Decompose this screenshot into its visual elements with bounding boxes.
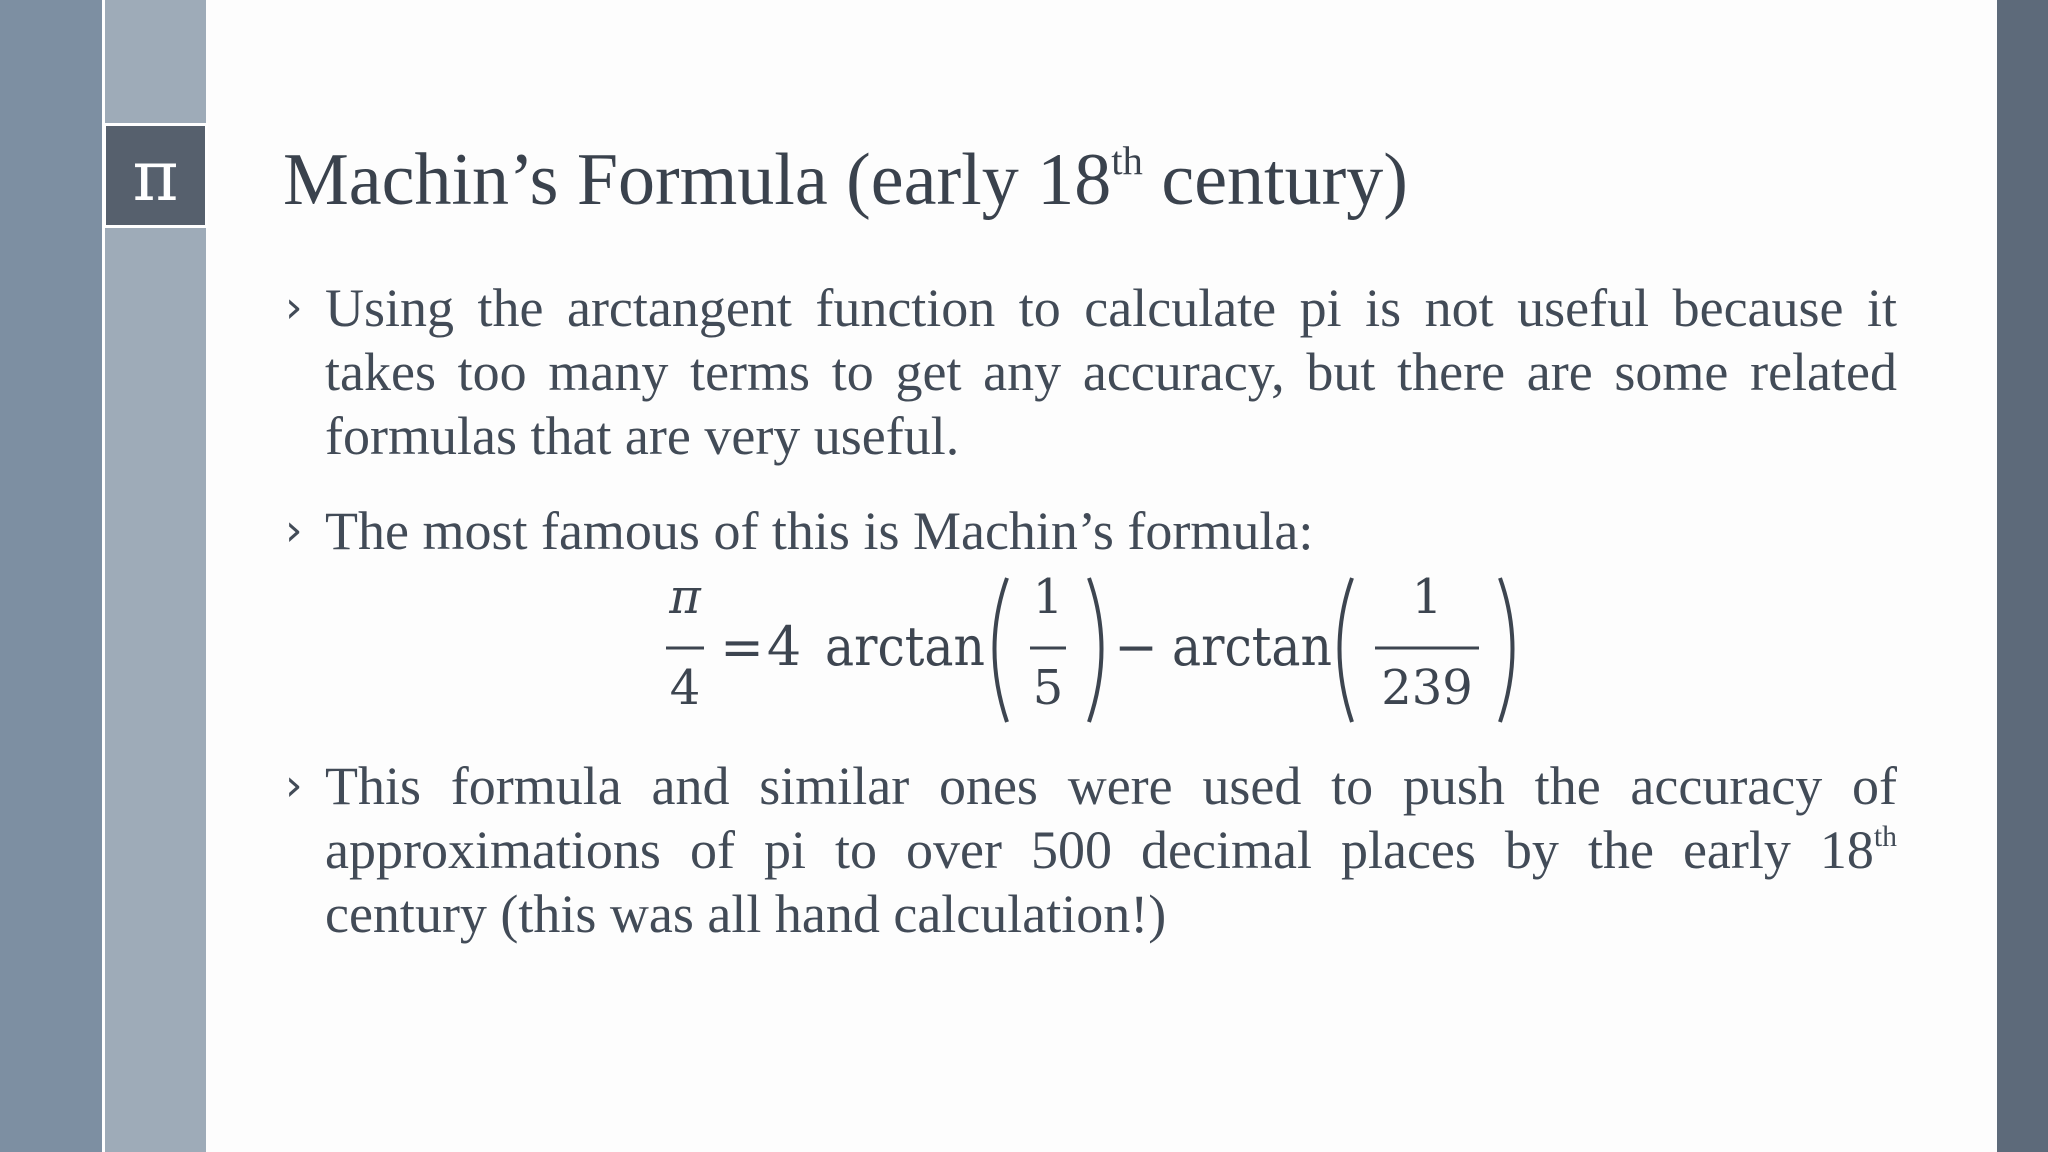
formula-right-paren-2	[1500, 578, 1513, 722]
chevron-right-icon: ›	[285, 505, 303, 556]
chevron-right-icon: ›	[285, 282, 303, 333]
logo-symbol: π	[132, 134, 179, 217]
bullet-text	[325, 754, 1897, 946]
formula-frac2-denominator: 239	[1381, 660, 1473, 716]
bullet-superscript: th	[1873, 821, 1897, 854]
formula-minus: −	[1114, 618, 1158, 678]
formula-func-1: arctan	[825, 615, 985, 678]
pi-symbol-icon	[103, 123, 208, 228]
formula-left-paren-2	[1340, 578, 1353, 722]
bullet-text-after-sup: century (this was all hand calculation!)	[325, 884, 1167, 944]
formula-frac1-numerator: 1	[1032, 570, 1064, 625]
formula-frac1-denominator: 5	[1032, 660, 1064, 716]
formula-lhs-denominator: 4	[669, 660, 701, 716]
slide-title	[283, 132, 1943, 228]
formula-right-paren-1	[1089, 578, 1102, 722]
title-main: Machin’s Formula (early 18	[283, 139, 1112, 221]
right-band	[1997, 0, 2048, 1152]
bullet-text: The most famous of this is Machin’s formula:	[325, 501, 1314, 561]
chevron-right-icon: ›	[285, 760, 303, 811]
title-end: century)	[1142, 139, 1408, 221]
bullet-item	[285, 754, 1897, 946]
bullet-item	[285, 499, 1897, 563]
bullet-text: Using the arctangent function to calculate pi is not useful because it takes too many terms to get any accuracy, but there are some related formulas that are very useful.	[325, 278, 1897, 466]
formula-equals: =	[720, 618, 764, 678]
left-band-outer	[0, 0, 102, 1152]
formula-coefficient: 4	[766, 615, 802, 678]
formula-left-paren-1	[995, 578, 1008, 722]
bullet-item	[285, 276, 1897, 468]
bullet-text-before-sup: This formula and similar ones were used to push the accuracy of approximations of pi to over 500 decimal places by the early 18	[325, 756, 1897, 880]
formula-func-2: arctan	[1172, 615, 1332, 678]
machin-formula	[660, 570, 1540, 730]
formula-frac2-numerator: 1	[1411, 570, 1443, 625]
title-superscript: th	[1111, 138, 1143, 184]
formula-lhs-numerator: π	[669, 570, 701, 625]
